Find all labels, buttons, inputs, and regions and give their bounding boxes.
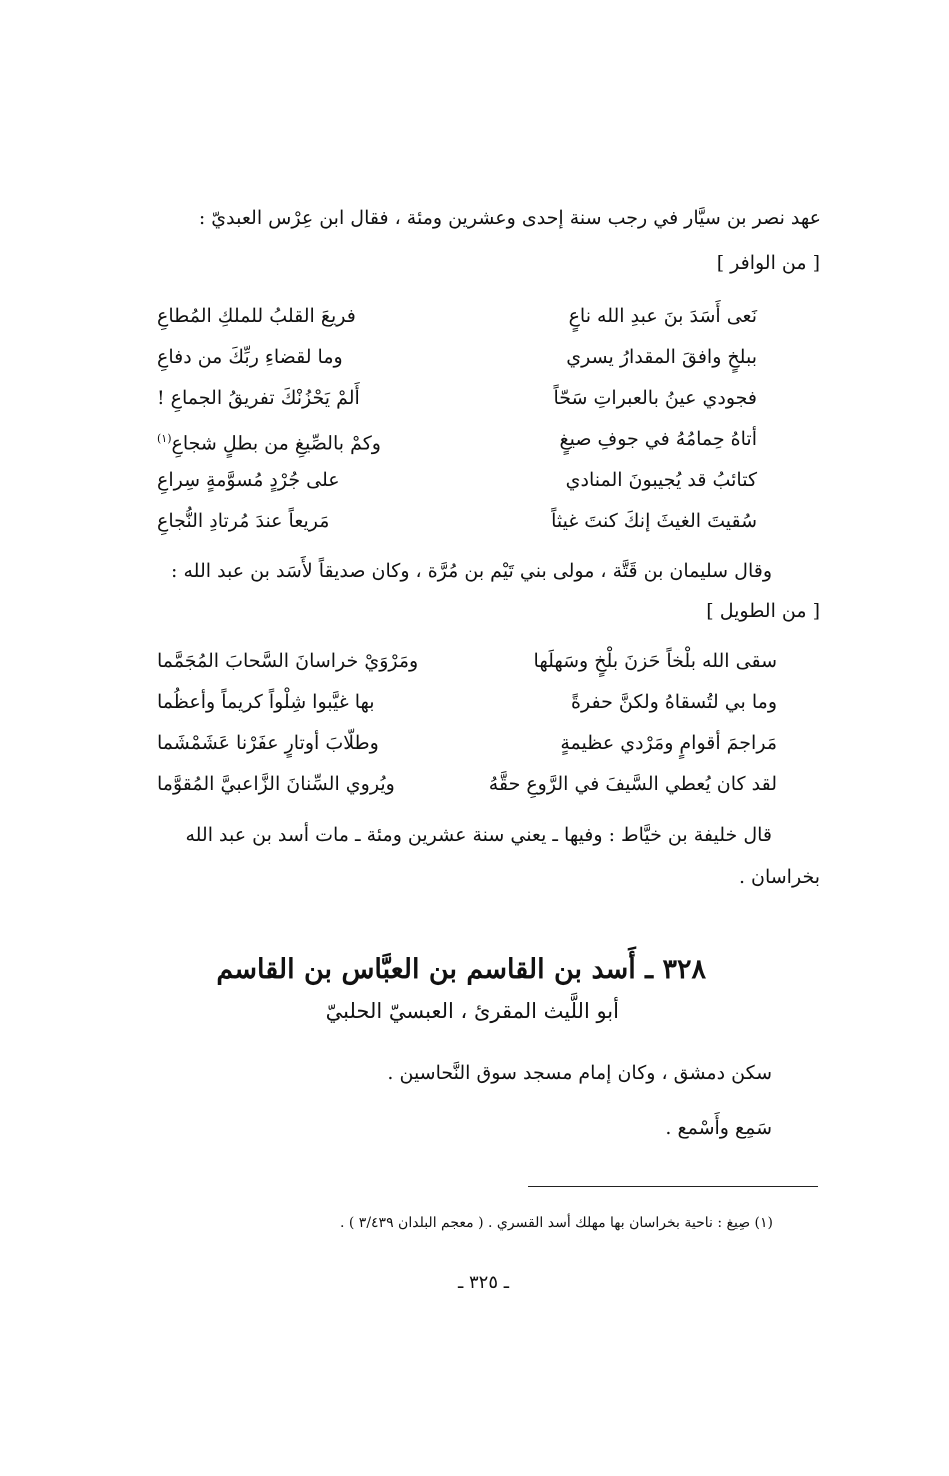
paragraph-3-line-2: بخراسان . [738, 866, 820, 888]
verse-first-hemistich: ببلخٍ وافقَ المقدارُ يسري [566, 346, 757, 368]
verse-second-hemistich [157, 421, 381, 461]
paragraph-3-line-1: قال خليفة بن خيَّاط : وفيها ـ يعني سنة عشرين ومئة ـ مات أسد بن عبد الله [185, 824, 772, 846]
verse-text: وكمْ بالصِّيغِ من بطلٍ شجاعِ [171, 432, 381, 455]
poem-2-verse-1 [157, 643, 777, 683]
poem-1-verse-5 [157, 462, 757, 502]
verse-first-hemistich: وما بي لتُسقاهُ ولكنَّ حفرةً [571, 691, 777, 713]
footnote-divider [528, 1186, 818, 1187]
verse-second-hemistich: مَريعاً عندَ مُرتادِ النُّجاعِ [157, 510, 330, 532]
verse-first-hemistich: لقد كان يُعطي السَّيفَ في الرَّوعِ حقَّهُ [488, 773, 777, 795]
meter-label-tawil: [ من الطويل ] [706, 600, 820, 622]
poem-2-verse-2 [157, 684, 777, 724]
verse-second-hemistich: ويُروي السِّنانَ الزَّاعبيَّ المُقوَّما [157, 773, 395, 795]
verse-first-hemistich: كتائبُ قد يُجيبونَ المنادي [565, 469, 757, 491]
verse-second-hemistich: أَلمْ يَحْزُنْكَ تفريقُ الجماعِ ! [157, 387, 360, 409]
verse-second-hemistich: ومَرْوَيْ خراسانَ السَّحابَ المُجَمَّما [157, 650, 419, 672]
verse-first-hemistich: سقى الله بلْخاً حَزنَ بلْخٍ وسَهلَها [533, 650, 777, 672]
entry-subtitle: أبو اللَّيث المقرئ ، العبسيّ الحلبيّ [325, 999, 619, 1023]
verse-second-hemistich: فريعَ القلبُ للملكِ المُطاعِ [157, 305, 356, 327]
entry-title: ٣٢٨ ـ أَسد بن القاسم بن العبَّاس بن القاسم [216, 954, 706, 985]
poem-2-verse-4 [157, 766, 777, 806]
meter-label-wafir: [ من الوافر ] [716, 252, 820, 274]
poem-1-verse-1 [157, 298, 757, 338]
entry-text-2: سَمِع وأَسْمع . [665, 1117, 772, 1139]
entry-text-1: سكن دمشق ، وكان إمام مسجد سوق النَّحاسين . [387, 1062, 772, 1084]
poem-1-verse-2 [157, 339, 757, 379]
verse-first-hemistich: أتاهُ حِمامُهُ في جوفِ صيغٍ [559, 428, 757, 450]
poem-1-verse-4 [157, 421, 757, 461]
paragraph-1-line-1: عهد نصر بن سيَّار في رجب سنة إحدى وعشرين ومئة ، فقال ابن عِرْس العبديّ : [198, 207, 821, 229]
verse-second-hemistich: بها غيَّبوا شِلْواً كريماً وأعظُما [157, 691, 375, 713]
verse-first-hemistich: نَعى أَسَدَ بنَ عبدِ الله ناعٍ [568, 305, 757, 327]
paragraph-2-line-1: وقال سليمان بن قَتَّة ، مولى بني تَيْم بن مُرَّة ، وكان صديقاً لأَسَد بن عبد الله : [171, 560, 772, 582]
poem-1-verse-3 [157, 380, 757, 420]
verse-second-hemistich: وما لقضاءِ ربِّكَ من دفاعِ [157, 346, 343, 368]
footnote-marker: (١) [157, 432, 172, 445]
poem-2-verse-3 [157, 725, 777, 765]
poem-1-verse-6 [157, 503, 757, 543]
page-number: ـ ٣٢٥ ـ [457, 1272, 509, 1293]
verse-first-hemistich: فجودي عينُ بالعبراتِ سَحّاً [553, 387, 757, 409]
verse-first-hemistich: مَراجمَ أقوامٍ ومَرْدي عظيمةٍ [560, 732, 777, 754]
verse-first-hemistich: سُقيتَ الغيثَ إنكَ كنتَ غيثاً [551, 510, 757, 532]
verse-second-hemistich: وطلّابَ أوتارٍ عفَرْنا عَشَمْشَما [157, 732, 379, 754]
footnote: (١) صِيغ : ناحية بخراسان بها مهلك أسد القسري . ( معجم البلدان ٣/٤٣٩ ) . [339, 1215, 773, 1231]
verse-second-hemistich: على جُرْدٍ مُسوَّمةٍ سِراعِ [157, 469, 340, 491]
